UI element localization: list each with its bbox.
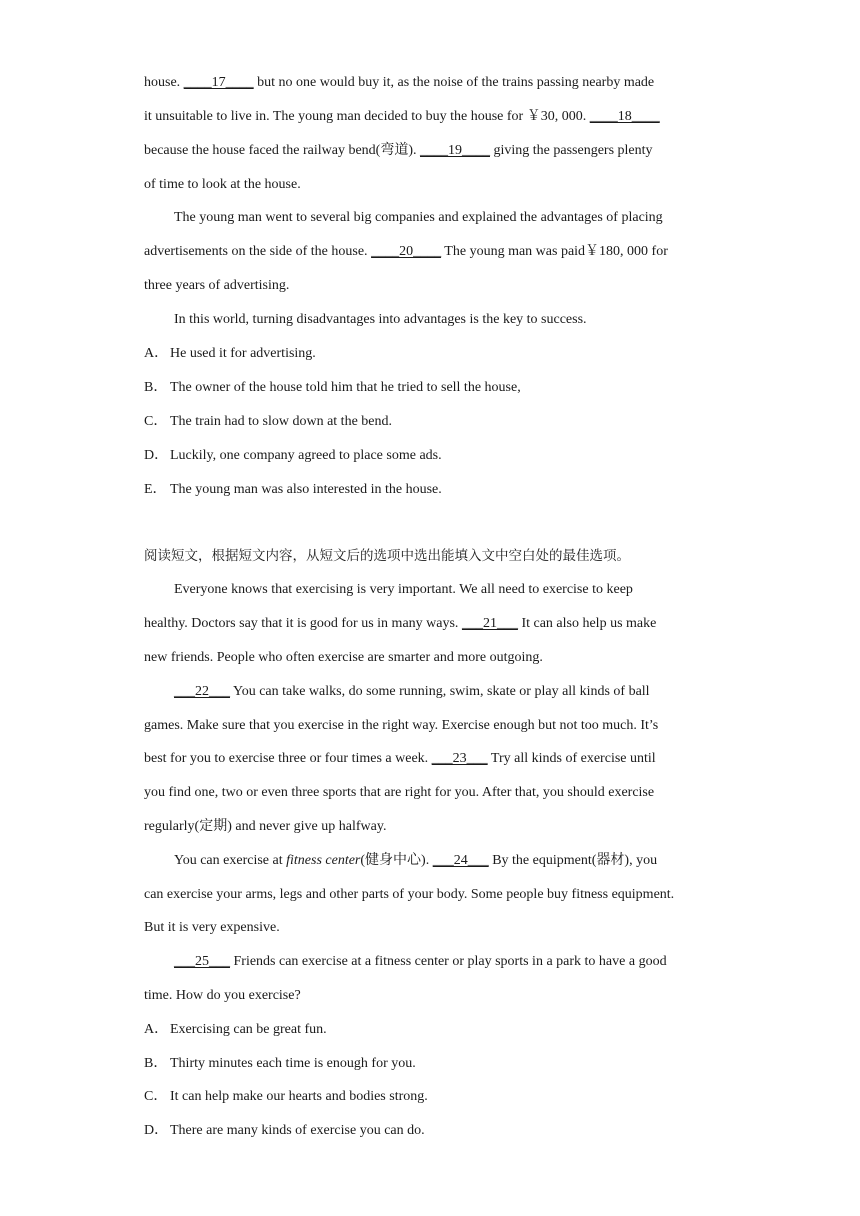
option-item	[144, 412, 724, 432]
option-item	[144, 378, 724, 398]
text-run: The young man was paid￥180, 000 for	[441, 244, 668, 259]
option-item	[144, 1020, 724, 1040]
option-letter: A．	[144, 1022, 169, 1037]
option-letter: D．	[144, 448, 169, 463]
text-run: It can also help us make	[517, 616, 657, 631]
passage2-line: can exercise your arms, legs and other parts of your body. Some people buy fitness equipment.	[144, 887, 675, 902]
option-text: Exercising can be great fun.	[170, 1022, 327, 1037]
passage2-line: you find one, two or even three sports that are right for you. After that, you should exercise	[144, 785, 655, 800]
passage2-line: games. Make sure that you exercise in the right way. Exercise enough but not too much. It’s	[144, 718, 659, 733]
passage2-line: But it is very expensive.	[144, 920, 280, 935]
option-letter: C．	[144, 1089, 168, 1104]
passage2-line	[174, 682, 754, 702]
option-text: The train had to slow down at the bend.	[170, 414, 393, 429]
option-item	[144, 1087, 724, 1107]
text-run: it unsuitable to live in. The young man decided to buy the house for ￥30, 000.	[144, 109, 590, 124]
option-text: Luckily, one company agreed to place some ads.	[170, 448, 442, 463]
option-item	[144, 480, 724, 500]
option-letter: A．	[144, 346, 169, 361]
text-run: (健身中心).	[360, 853, 433, 868]
answer-blank-18: ____18____	[589, 109, 660, 124]
text-run: giving the passengers plenty	[490, 143, 653, 158]
text-run: Try all kinds of exercise until	[487, 751, 656, 766]
answer-blank-21: ___21___	[461, 616, 518, 631]
option-letter: E．	[144, 482, 167, 497]
answer-blank-22: ___22___	[174, 684, 230, 699]
option-letter: D．	[144, 1123, 169, 1138]
option-letter: C．	[144, 414, 168, 429]
text-run: but no one would buy it, as the noise of the trains passing nearby made	[253, 75, 655, 90]
passage1-line	[144, 242, 724, 262]
passage2-line	[144, 614, 724, 634]
option-item	[144, 446, 724, 466]
option-letter: B．	[144, 1056, 168, 1071]
passage2-line	[174, 851, 754, 871]
option-text: He used it for advertising.	[170, 346, 316, 361]
option-text: The owner of the house told him that he tried to sell the house,	[170, 380, 521, 395]
passage2-line: Everyone knows that exercising is very important. We all need to exercise to keep	[174, 582, 633, 597]
passage1-line: The young man went to several big companies and explained the advantages of placing	[174, 210, 663, 225]
text-run: You can take walks, do some running, swim, skate or play all kinds of ball	[230, 684, 650, 699]
passage2-line	[174, 952, 754, 972]
answer-blank-20: ____20____	[371, 244, 442, 259]
answer-blank-25: ___25___	[174, 954, 230, 969]
option-letter: B．	[144, 380, 168, 395]
answer-blank-23: ___23___	[431, 751, 488, 766]
text-run: house.	[144, 75, 184, 90]
passage2-line: regularly(定期) and never give up halfway.	[144, 819, 387, 834]
passage1-line	[144, 73, 724, 93]
italic-term: fitness center	[286, 853, 361, 868]
text-run: best for you to exercise three or four times a week.	[144, 751, 432, 766]
option-item	[144, 344, 724, 364]
text-run: You can exercise at	[174, 853, 287, 868]
option-text: The young man was also interested in the house.	[170, 482, 442, 497]
option-text: Thirty minutes each time is enough for you.	[170, 1056, 416, 1071]
passage2-line: time. How do you exercise?	[144, 988, 301, 1003]
passage1-line	[144, 141, 724, 161]
passage1-line: In this world, turning disadvantages into advantages is the key to success.	[174, 312, 587, 327]
option-item	[144, 1054, 724, 1074]
text-run: Friends can exercise at a fitness center or play sports in a park to have a good	[230, 954, 667, 969]
section-instruction: 阅读短文，根据短文内容，从短文后的选项中选出能填入文中空白处的最佳选项。	[144, 548, 630, 564]
option-text: It can help make our hearts and bodies strong.	[170, 1089, 428, 1104]
passage1-line: three years of advertising.	[144, 278, 290, 293]
answer-blank-24: ___24___	[432, 853, 489, 868]
passage2-line	[144, 749, 724, 769]
text-run: because the house faced the railway bend(弯道).	[144, 143, 420, 158]
option-item	[144, 1121, 724, 1141]
text-run: healthy. Doctors say that it is good for us in many ways.	[144, 616, 462, 631]
answer-blank-17: ____17____	[183, 75, 254, 90]
passage1-line: of time to look at the house.	[144, 177, 301, 192]
option-text: There are many kinds of exercise you can do.	[170, 1123, 425, 1138]
passage1-line	[144, 107, 724, 127]
text-run: By the equipment(器材), you	[488, 853, 658, 868]
answer-blank-19: ____19____	[420, 143, 490, 158]
text-run: advertisements on the side of the house.	[144, 244, 372, 259]
passage2-line: new friends. People who often exercise are smarter and more outgoing.	[144, 650, 543, 665]
